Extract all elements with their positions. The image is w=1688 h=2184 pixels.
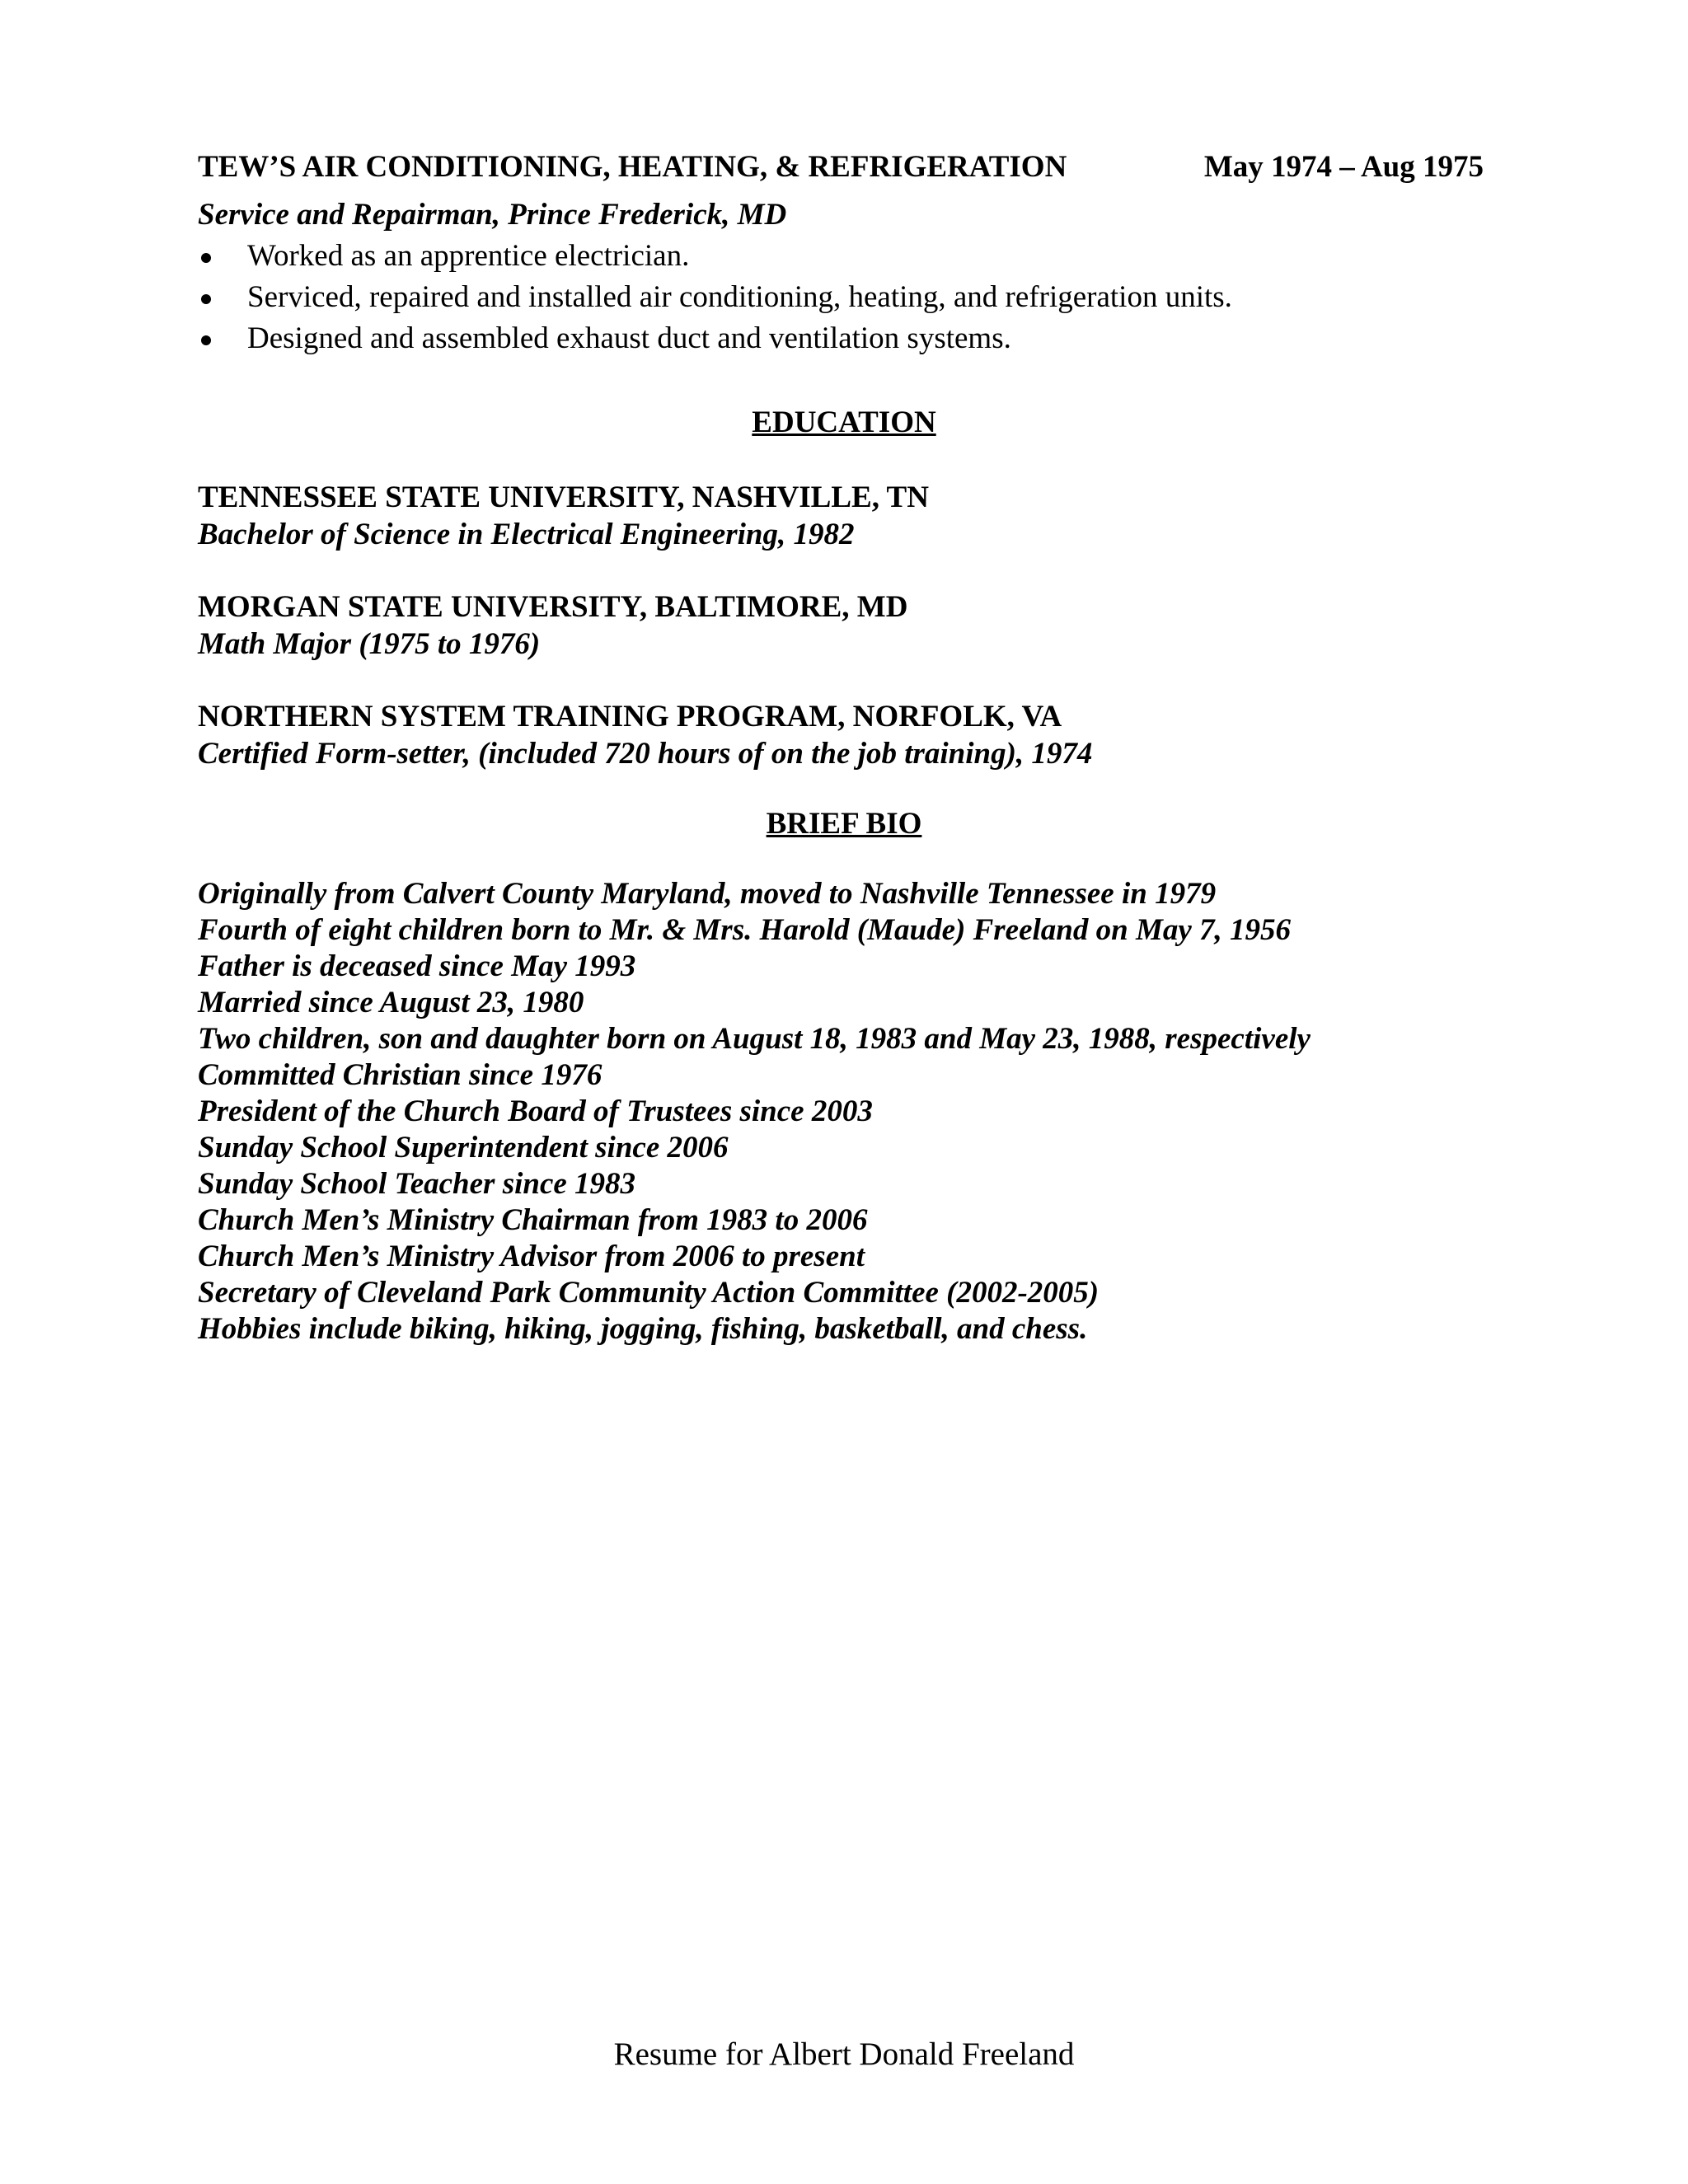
bio-line: Originally from Calvert County Maryland, moved to Nashville Tennessee in 1979: [198, 877, 1217, 911]
job-duty-item: [198, 236, 1484, 277]
job-duties-list: [198, 236, 1484, 359]
bio-line: Hobbies include biking, hiking, jogging, fishing, basketball, and chess.: [198, 1312, 1088, 1346]
bullet-icon: [201, 253, 211, 263]
bio-line: Committed Christian since 1976: [198, 1058, 603, 1092]
school-name: TENNESSEE STATE UNIVERSITY, NASHVILLE, TN: [198, 480, 929, 514]
job-duty-text: Worked as an apprentice electrician.: [247, 239, 690, 273]
education-entry: [198, 588, 1484, 663]
school-detail: Math Major (1975 to 1976): [198, 627, 541, 661]
bio-line: Church Men’s Ministry Advisor from 2006 to present: [198, 1240, 865, 1273]
bio-line: President of the Church Board of Trustees since 2003: [198, 1094, 873, 1128]
job-duty-item: [198, 318, 1484, 359]
bullet-icon: [201, 294, 211, 304]
bio-line: Church Men’s Ministry Chairman from 1983 to 2006: [198, 1203, 868, 1237]
job-duty-text: Serviced, repaired and installed air conditioning, heating, and refrigeration units.: [247, 280, 1232, 314]
education-entry: [198, 479, 1484, 553]
job-duty-item: [198, 277, 1484, 318]
bio-line: Fourth of eight children born to Mr. & Mrs. Harold (Maude) Freeland on May 7, 1956: [198, 913, 1292, 947]
job-duty-text: Designed and assembled exhaust duct and ventilation systems.: [247, 321, 1011, 355]
school-detail: Certified Form-setter, (included 720 hours of on the job training), 1974: [198, 737, 1093, 771]
bio-heading: BRIEF BIO: [766, 807, 922, 841]
bio-line: Father is deceased since May 1993: [198, 949, 636, 983]
bio-line: Sunday School Superintendent since 2006: [198, 1131, 729, 1165]
experience-section: [198, 147, 1484, 359]
job-dates: May 1974 – Aug 1975: [1203, 150, 1484, 184]
bio-line: Secretary of Cleveland Park Community Action Committee (2002-2005): [198, 1276, 1100, 1310]
school-name: NORTHERN SYSTEM TRAINING PROGRAM, NORFOLK, VA: [198, 700, 1062, 733]
education-section: [198, 402, 1484, 772]
job-title: Service and Repairman, Prince Frederick, MD: [198, 198, 787, 232]
bio-section: [198, 804, 1484, 1347]
job-header: [198, 147, 1484, 188]
bio-line: Two children, son and daughter born on August 18, 1983 and May 23, 1988, respectively: [198, 1022, 1311, 1056]
page-footer: Resume for Albert Donald Freeland: [613, 2036, 1075, 2072]
bio-line: Married since August 23, 1980: [198, 986, 584, 1019]
resume-content: [198, 147, 1484, 1347]
company-name: TEW’S AIR CONDITIONING, HEATING, & REFRIGERATION: [198, 150, 1067, 184]
school-name: MORGAN STATE UNIVERSITY, BALTIMORE, MD: [198, 590, 908, 624]
education-heading: EDUCATION: [752, 405, 936, 439]
bio-line: Sunday School Teacher since 1983: [198, 1167, 636, 1201]
school-detail: Bachelor of Science in Electrical Engineering, 1982: [198, 518, 855, 551]
bio-lines: [198, 876, 1484, 1347]
education-entry: [198, 698, 1484, 772]
bullet-icon: [201, 335, 211, 345]
